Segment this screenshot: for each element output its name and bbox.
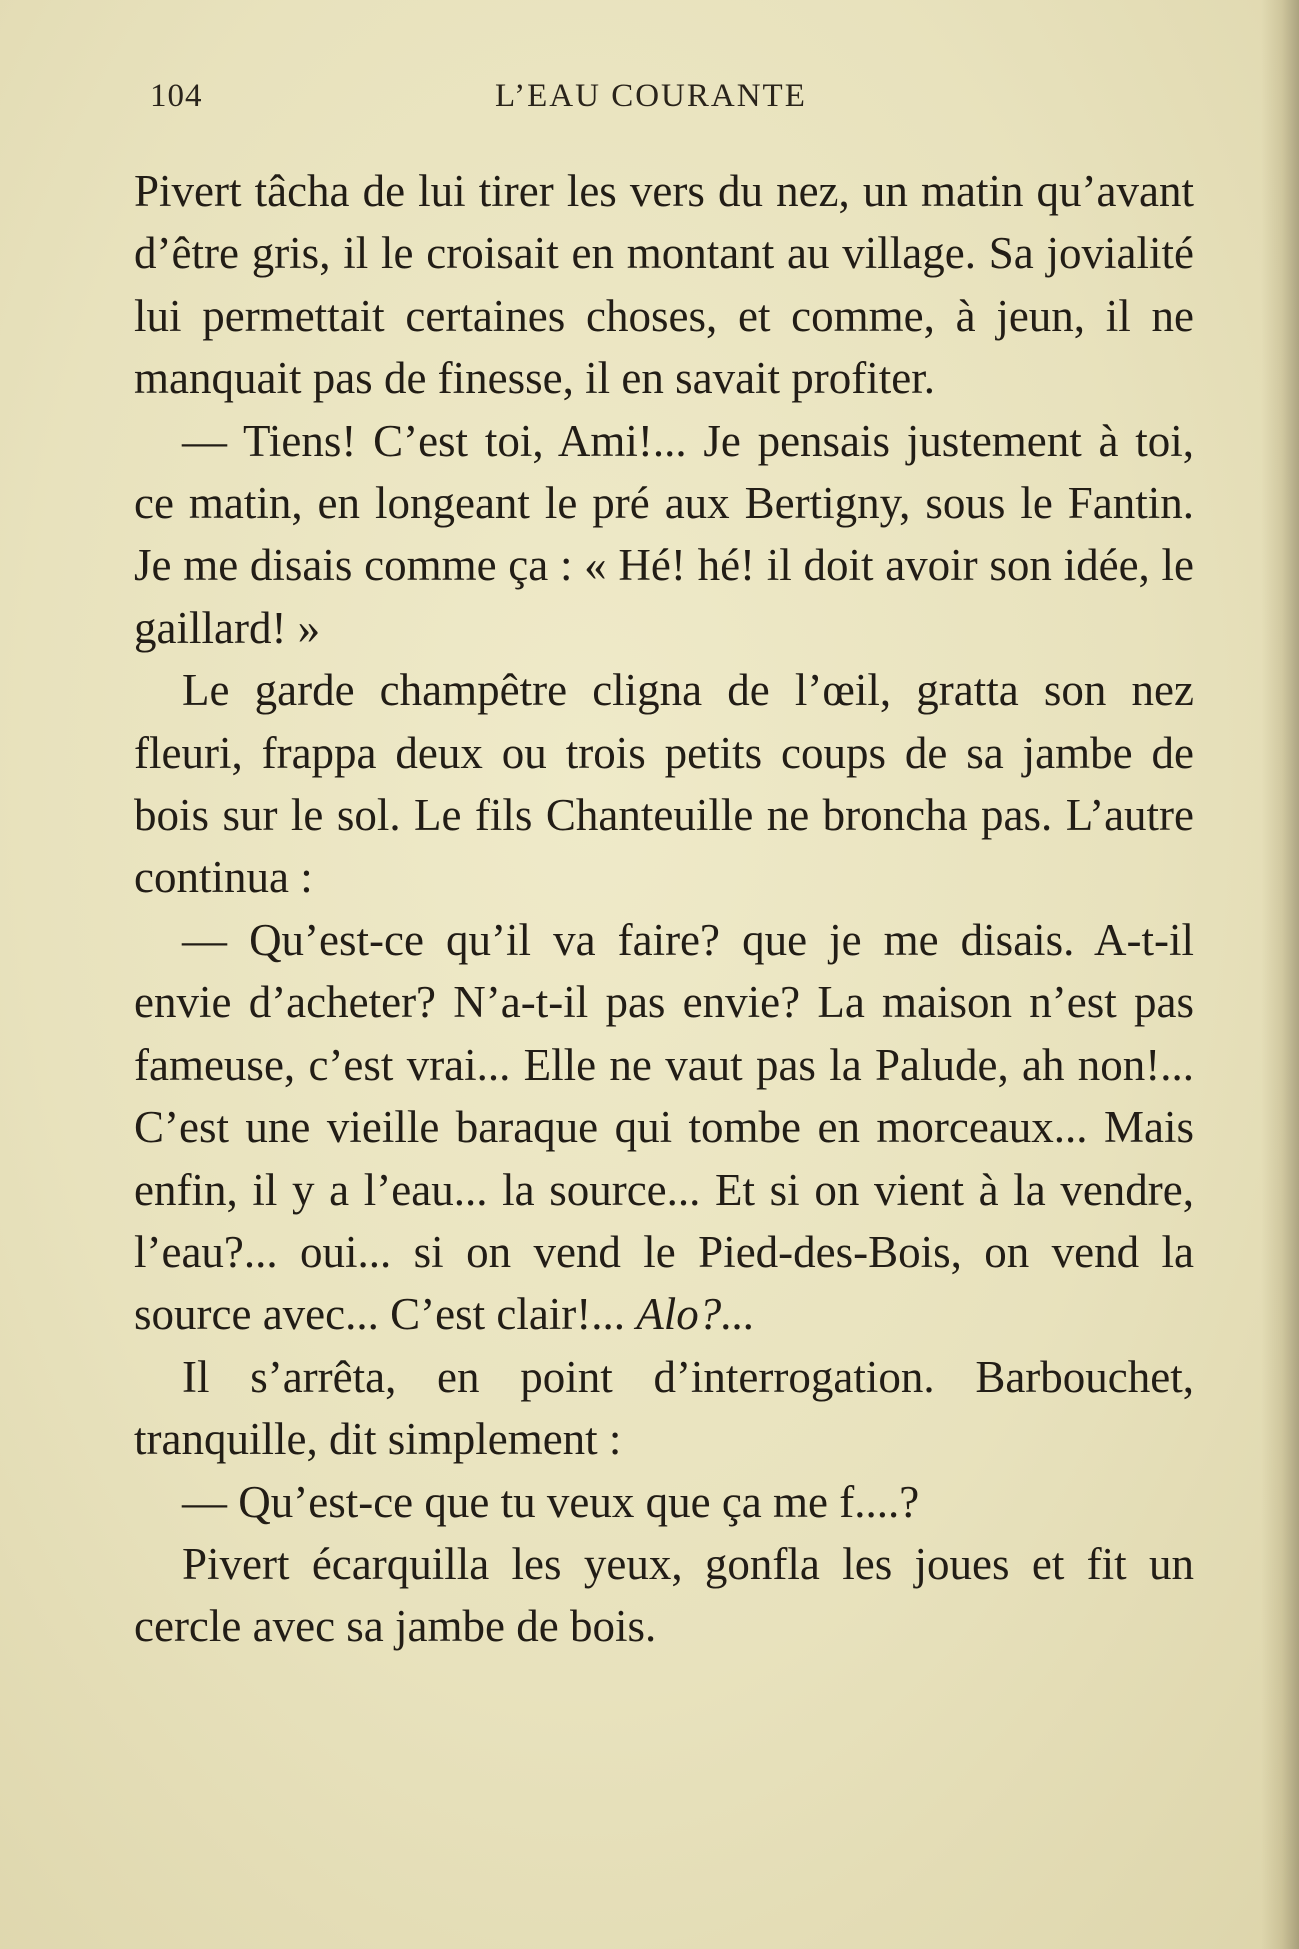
paragraph-3 bbox=[134, 659, 1194, 909]
paragraph-5 bbox=[134, 1346, 1194, 1471]
page-number: 104 bbox=[150, 78, 203, 114]
paragraph-4 bbox=[134, 909, 1194, 1346]
italic-exclamation: Alo?... bbox=[636, 1289, 756, 1340]
body-text bbox=[134, 160, 1194, 1658]
running-head bbox=[150, 78, 1190, 128]
running-title: L’EAU COURANTE bbox=[495, 78, 807, 114]
paragraph-text: Pivert tâcha de lui tirer les vers du nez, un matin qu’avant d’être gris, il le croisait en montant au village. Sa jovialité lui permettait certaines choses, et comme, à jeun, il ne manquait pas de finesse, il en savait profiter. bbox=[134, 166, 1194, 404]
paragraph-text: Pivert écarquilla les yeux, gonfla les joues et fit un cercle avec sa jambe de bois. bbox=[134, 1538, 1194, 1652]
paragraph-6 bbox=[134, 1471, 1194, 1533]
paragraph-7 bbox=[134, 1533, 1194, 1658]
paragraph-1 bbox=[134, 160, 1194, 410]
paragraph-text: Le garde champêtre cligna de l’œil, gratta son nez fleuri, frappa deux ou trois petits coups de sa jambe de bois sur le sol. Le fils Chanteuille ne broncha pas. L’autre continua : bbox=[134, 665, 1194, 903]
paragraph-text: — Qu’est-ce qu’il va faire? que je me disais. A-t-il envie d’acheter? N’a-t-il pas envie? La maison n’est pas fameuse, c’est vrai... Elle ne vaut pas la Palude, ah non!... C’est une vieille baraque qui tombe en morceaux... Mais enfin, il y a l’eau... la source... Et si on vient à la vendre, l’eau?... oui... si on vend le Pied-des-Bois, on vend la source avec... C’est clair!... bbox=[134, 914, 1194, 1340]
paragraph-text: — Tiens! C’est toi, Ami!... Je pensais justement à toi, ce matin, en longeant le pré aux Bertigny, sous le Fantin. Je me disais comme ça : « Hé! hé! il doit avoir son idée, le gaillard! » bbox=[134, 415, 1194, 653]
page-edge-shadow bbox=[1261, 0, 1299, 1949]
paragraph-text: — Qu’est-ce que tu veux que ça me f....? bbox=[182, 1476, 920, 1527]
paragraph-2 bbox=[134, 410, 1194, 660]
paragraph-text: Il s’arrêta, en point d’interrogation. Barbouchet, tranquille, dit simplement : bbox=[134, 1351, 1194, 1465]
